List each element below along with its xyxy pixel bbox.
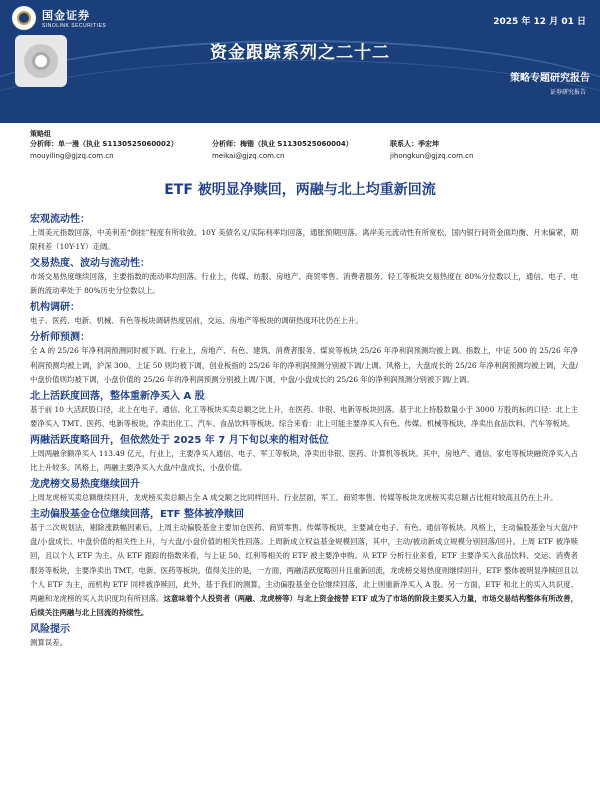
- section-text-analyst-forecast: 全 A 的 25/26 年净利润预测同时被下调。行业上，房地产、有色、建筑、消费者服务、煤炭等板块 25/26 年净利润预测均被上调。指数上，中证 500 的 25/26 年净利润预测均被上调，沪深 300、上证 50 则均被下调，创业板指的 25/26 年的净利润预测分别被下调/上调。风格上，大盘成长的 25/26 年净利润预测均被上调，大盘/中盘价值则均被下调，小盘价值的 25/26 年的净利润预测分别被上调/下调，中盘/小盘成长的 25/26 年的净利润预测分别被下调/上调。: [30, 346, 578, 384]
- section-title-analyst-forecast: 分析师预测：: [30, 332, 90, 344]
- analyst-email[interactable]: meikai@gjzq.com.cn: [212, 152, 285, 160]
- author-group: 策略组: [30, 130, 51, 138]
- analyst-name: 分析师：梅锴（执业 S1130525060004）: [212, 140, 353, 148]
- section-title-margin-trading: 两融活跃度略回升，但依然处于 2025 年 7 月下旬以来的相对低位: [30, 434, 329, 446]
- series-title: 资金跟踪系列之二十二: [210, 43, 390, 63]
- section-title-fund-etf: 主动偏股基金仓位继续回落，ETF 整体被净赎回: [30, 509, 244, 521]
- section-title-macro-liquidity: 宏观流动性：: [30, 214, 90, 225]
- section-title-risk: 风险提示: [30, 623, 70, 635]
- contact-person: [390, 139, 473, 160]
- logo-mark-icon: [12, 6, 36, 30]
- logo-en: SINOLINK SECURITIES: [42, 23, 107, 29]
- logo-cn: 国金证券: [42, 9, 90, 22]
- company-logo: [12, 6, 106, 30]
- section-text-trading-heat: 市场交易热度继续回落，主要指数的流动率均回落。行业上，传媒、纺服、房地产、商贸零售、消费者服务、轻工等板块交易热度在 80%分位数以上，通信、电子、电新的流动率处于 80%历史分位数以上。: [30, 272, 578, 296]
- report-subtype: 证券研究报告: [549, 89, 586, 96]
- contact-name: 联系人：季宏坤: [390, 140, 439, 148]
- report-body: [30, 210, 578, 650]
- analyst-1: [30, 139, 178, 160]
- section-text-fund-etf-body: 基于二次规划法，剔除涨跌幅因素后，上周主动偏股基金主要加仓医药、商贸零售、传媒等板块，主要减仓电子、有色、通信等板块。风格上，主动偏股基金与大盘/中盘/小盘成长、中盘价值的相关性上升，与大盘/小盘价值的相关性回落。上周新成立权益基金规模回落，其中，主动/被动新成立规模分别回落/回升。上周 ETF 被净赎回，且以个人 ETF 为主。从 ETF 跟踪的指数来看，与上证 50、红利等相关的 ETF 被主要净申购。从 ETF 分析行业来看，ETF 主要净买入食品饮料、交运、消费者服务等板块，主要净卖出 TMT、电新、医药等板块。值得关注的是，一方面，两融活跃度略回升且重新回流，龙虎榜交易热度则继续回升，ETF 整体被明显净赎回且以个人 ETF 为主，而机构 ETF 同样被净赎回，此外，基于我们的测算，主动偏股基金仓位继续回落，北上则重新净买入 A 股。另一方面，ETF 和北上的买入共识度、两融和龙虎榜的买入共识度均有所回落。: [30, 523, 578, 603]
- section-text-institutional-research: 电子、医药、电新、机械、有色等板块调研热度居前，交运、房地产等板块的调研热度环比仍在上升。: [30, 316, 363, 326]
- section-title-northbound: 北上活跃度回落，整体重新净买入 A 股: [30, 390, 205, 402]
- analyst-email[interactable]: mouyiling@gjzq.com.cn: [30, 152, 114, 160]
- section-text-dragon-tiger: 上周龙虎榜买卖总额继续回升，龙虎榜买卖总额占全 A 成交额之比同样回升。行业层面，军工、商贸零售、传媒等板块龙虎榜买卖总额占比相对较高且仍在上升。: [30, 493, 558, 503]
- report-headline: ETF 被明显净赎回，两融与北上均重新回流: [164, 182, 436, 198]
- analyst-name: 分析师：单一漫（执业 S1130525060002）: [30, 140, 178, 148]
- contact-email[interactable]: jihongkun@gjzq.com.cn: [390, 152, 474, 160]
- section-text-risk: 测算误差。: [30, 637, 67, 647]
- report-banner: [0, 0, 600, 123]
- section-title-institutional-research: 机构调研：: [30, 302, 80, 314]
- section-title-trading-heat: 交易热度、波动与流动性：: [30, 258, 150, 270]
- section-text-fund-etf: [30, 521, 578, 620]
- section-text-margin-trading: 上周两融余额净买入 113.49 亿元，行业上，主要净买入通信、电子、军工等板块，净卖出非银、医药、计算机等板块。其中，房地产、通信、家电等板块融资净买入占比上升较多。风格上，两融主要净买入大盘/中盘成长，小盘价值。: [30, 448, 578, 473]
- section-text-fund-etf-emphasis: 这意味着个人投资者（两融、龙虎榜等）与北上资金接替 ETF 成为了市场的阶段主要买入力量，市场交易结构整体有所改善，后续关注两融与北上回流的持续性。: [30, 593, 578, 617]
- section-text-northbound: 基于前 10 大活跃股口径，北上在电子、通信、化工等板块买卖总额之比上升，在医药、非银、电新等板块回落。基于北上持股数量小于 3000 万股的标的口径：北上主要净买入 TMT、医药、电新等板块，净卖出化工、汽车、食品饮料等板块。综合来看：北上可能主要净买入有色、传媒、机械等板块，净卖出食品饮料、汽车等板块。: [30, 404, 578, 428]
- report-type: 策略专题研究报告: [510, 73, 590, 84]
- analyst-2: [212, 139, 353, 160]
- section-text-macro-liquidity: 上周美元指数回落，中美利差“倒挂”程度有所收敛。10Y 美债名义/实际利率均回落，通胀预期回落。离岸美元流动性有所宽松，国内银行间资金面均衡、月末偏紧，期限利差（10Y-1Y）走阔。: [30, 228, 578, 252]
- section-title-dragon-tiger: 龙虎榜交易热度继续回升: [30, 479, 140, 491]
- report-date: 2025 年 12 月 01 日: [493, 17, 586, 27]
